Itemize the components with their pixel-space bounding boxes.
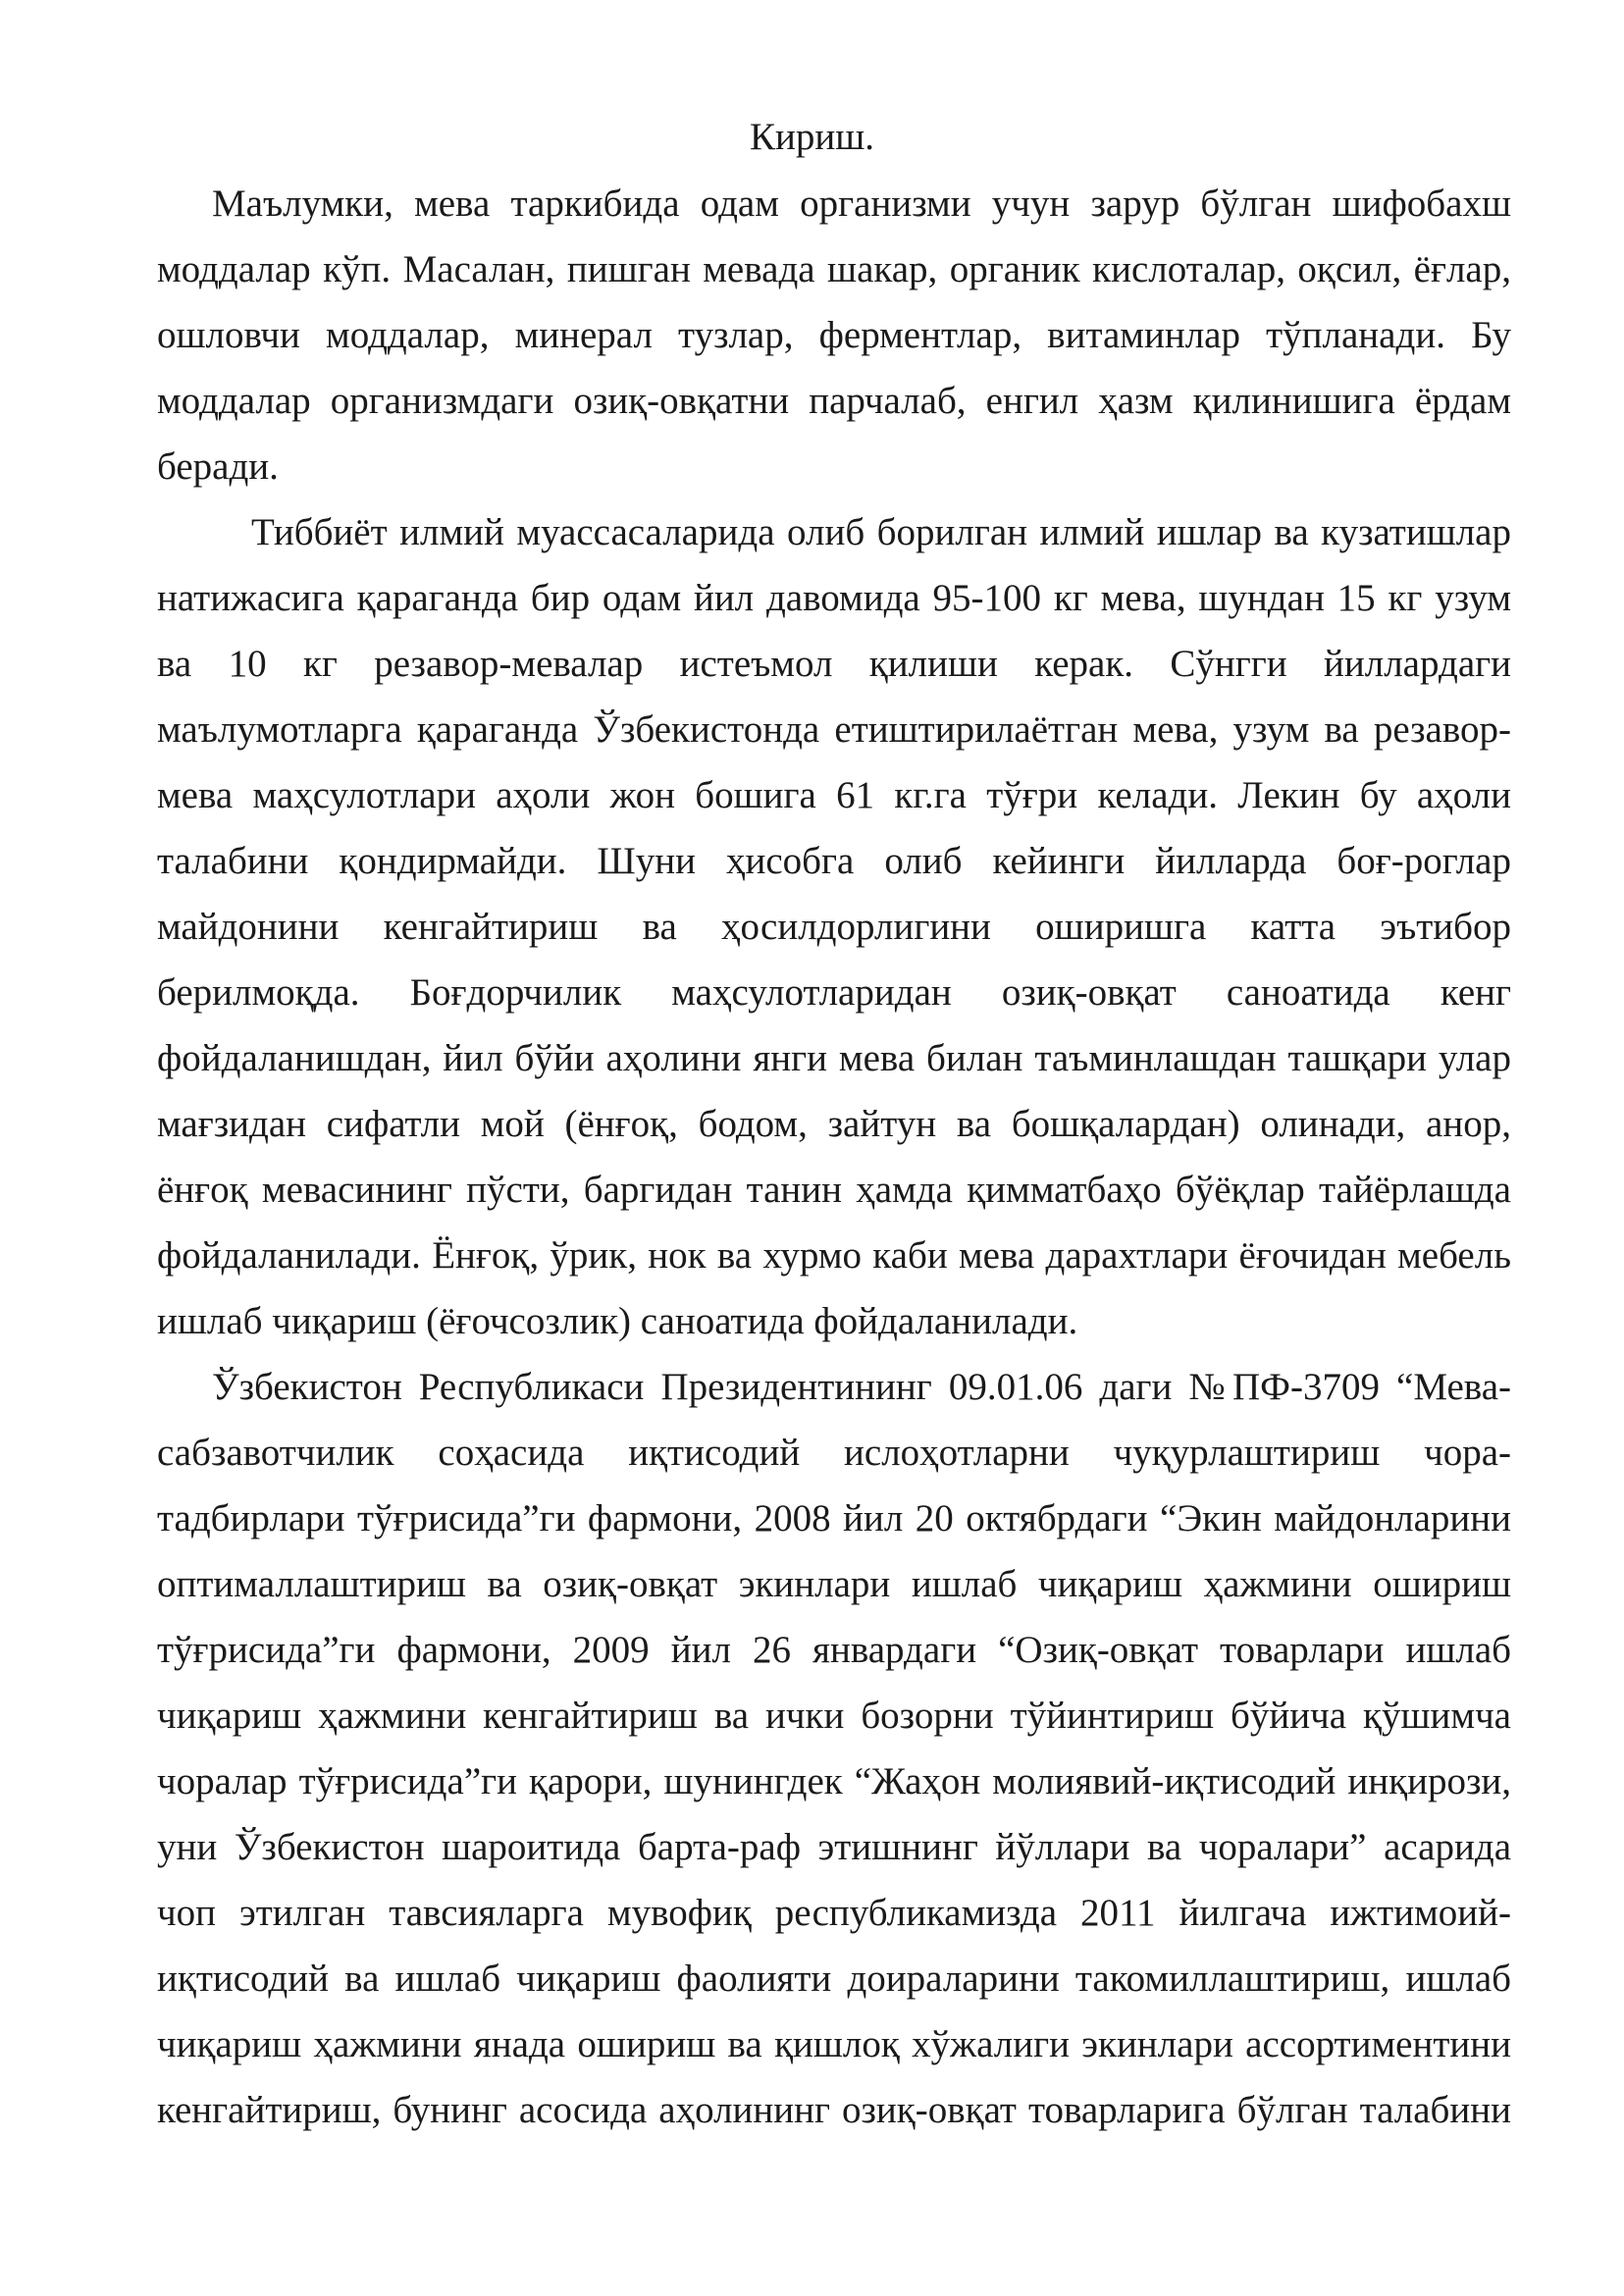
paragraph-line: чоп этилган тавсияларга мувофиқ республикамизда 2011 йилгача ижтимоий-	[157, 1892, 1511, 1934]
paragraph-line: чоралар тўғрисида”ги қарори, шунингдек “Жаҳон молиявий-иқтисодий инқирози,	[157, 1760, 1511, 1802]
document-heading: Кириш.	[749, 116, 875, 158]
paragraph-line: мағзидан сифатли мой (ёнғоқ, бодом, зайтун ва бошқалардан) олинади, анор,	[157, 1103, 1511, 1145]
paragraph-line: моддалар организмдаги озиқ-овқатни парчалаб, енгил ҳазм қилинишига ёрдам	[157, 380, 1511, 422]
paragraph-line: сабзавотчилик соҳасида иқтисодий ислоҳотларни чуқурлаштириш чора-	[157, 1432, 1511, 1474]
paragraph-line: маълумотларга қараганда Ўзбекистонда етиштирилаётган мева, узум ва резавор-	[157, 708, 1511, 751]
paragraph-line: беради.	[157, 445, 279, 488]
paragraph-line: Маълумки, мева таркибида одам организми учун зарур бўлган шифобахш	[212, 183, 1511, 225]
paragraph-line: ва 10 кг резавор-мевалар истеъмол қилиши керак. Сўнгги йиллардаги	[157, 643, 1511, 685]
paragraph-line: талабини қондирмайди. Шуни ҳисобга олиб кейинги йилларда боғ-роглар	[157, 840, 1511, 882]
paragraph-line: моддалар кўп. Масалан, пишган мевада шакар, органик кислоталар, оқсил, ёғлар,	[157, 248, 1511, 290]
paragraph-line: Ўзбекистон Республикаси Президентининг 09.01.06 даги №ПФ-3709 “Мева-	[212, 1366, 1511, 1408]
paragraph-line: оптималлаштириш ва озиқ-овқат экинлари ишлаб чиқариш ҳажмини ошириш	[157, 1563, 1511, 1605]
paragraph-line: ошловчи моддалар, минерал тузлар, ферментлар, витаминлар тўпланади. Бу	[157, 314, 1511, 356]
paragraph-line: уни Ўзбекистон шароитида барта-раф этишнинг йўллари ва чоралари” асарида	[157, 1826, 1511, 1868]
paragraph-line: майдонини кенгайтириш ва ҳосилдорлигини оширишга катта эътибор	[157, 906, 1511, 948]
paragraph-line: мева маҳсулотлари аҳоли жон бошига 61 кг.га тўғри келади. Лекин бу аҳоли	[157, 774, 1511, 816]
paragraph-line: фойдаланишдан, йил бўйи аҳолини янги мева билан таъминлашдан ташқари улар	[157, 1037, 1511, 1079]
paragraph-line: ёнғоқ мевасининг пўсти, баргидан танин ҳамда қимматбаҳо бўёқлар тайёрлашда	[157, 1169, 1511, 1211]
paragraph-line: ишлаб чиқариш (ёғочсозлик) саноатида фойдаланилади.	[157, 1300, 1078, 1342]
paragraph-line: иқтисодий ва ишлаб чиқариш фаолияти доираларини такомиллаштириш, ишлаб	[157, 1957, 1511, 2000]
paragraph-line: фойдаланилади. Ёнғоқ, ўрик, нок ва хурмо каби мева дарахтлари ёғочидан мебель	[157, 1234, 1511, 1277]
paragraph-line: натижасига қараганда бир одам йил давомида 95-100 кг мева, шундан 15 кг узум	[157, 577, 1511, 619]
paragraph-line: чиқариш ҳажмини кенгайтириш ва ички бозорни тўйинтириш бўйича қўшимча	[157, 1695, 1511, 1737]
paragraph-line: чиқариш ҳажмини янада ошириш ва қишлоқ хўжалиги экинлари ассортиментини	[157, 2023, 1511, 2065]
paragraph-line: тадбирлари тўғрисида”ги фармони, 2008 йил 20 октябрдаги “Экин майдонларини	[157, 1497, 1511, 1539]
paragraph-line: кенгайтириш, бунинг асосида аҳолининг озиқ-овқат товарларига бўлган талабини	[157, 2089, 1511, 2131]
paragraph-line: берилмоқда. Боғдорчилик маҳсулотларидан озиқ-овқат саноатида кенг	[157, 971, 1511, 1014]
paragraph-line: тўғрисида”ги фармони, 2009 йил 26 январдаги “Озиқ-овқат товарлари ишлаб	[157, 1629, 1511, 1671]
paragraph-line: Тиббиёт илмий муассасаларида олиб борилган илмий ишлар ва кузатишлар	[251, 511, 1511, 553]
